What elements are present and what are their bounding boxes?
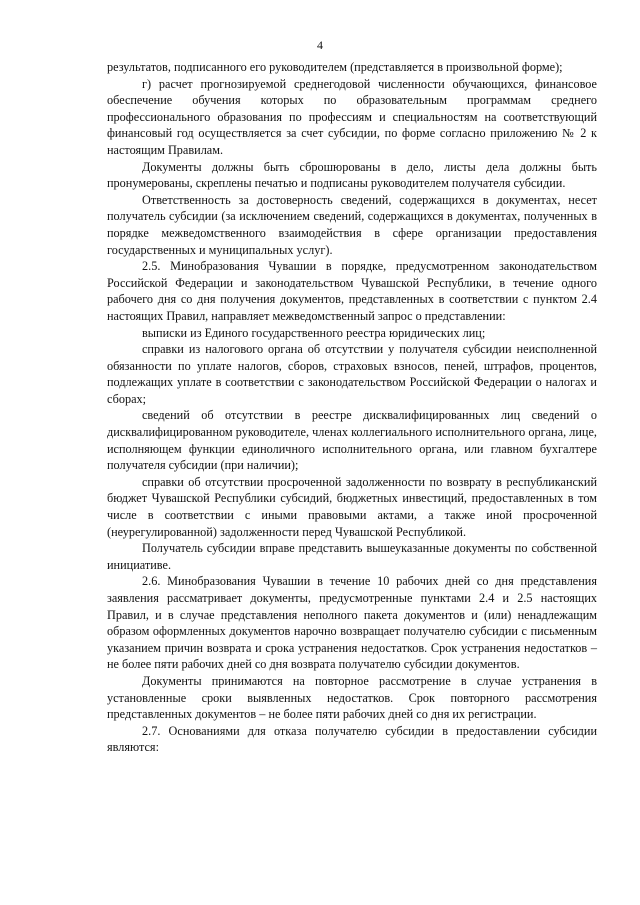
list-item-egrul-extract: выписки из Единого государственного реестра юридических лиц; bbox=[142, 325, 486, 340]
paragraph-2-5: 2.5. Минобразования Чувашии в порядке, предусмотренном законодательством Российской Федерации и законодательством Чувашской Республики, в течение одного рабочего дня со дня получения документов, представленных в соответствии с пунктом 2.4 настоящих Правил, направляет межведомственный запрос о представлении: bbox=[107, 259, 597, 323]
page-number: 4 bbox=[317, 38, 323, 52]
document-body bbox=[107, 59, 597, 756]
paragraph-2-7: 2.7. Основаниями для отказа получателю субсидии в предоставлении субсидии являются: bbox=[107, 723, 597, 755]
paragraph-2-6: 2.6. Минобразования Чувашии в течение 10 рабочих дней со дня представления заявления рассматривает документы, предусмотренные пунктами 2.4 и 2.5 настоящих Правил, и в случае представления неполного пакета документов и (или) ненадлежащим образом оформленных документов нарочно возвращает получателю субсидии с письменным указанием причин возврата и срока устранения недостатков. Срок устранения недостатков – не более пяти рабочих дней со дня возврата получателю субсидии документов. bbox=[107, 574, 597, 672]
list-item-tax-certificate: справки из налогового органа об отсутствии у получателя субсидии неисполненной обязанности по уплате налогов, сборов, страховых взносов, пеней, штрафов, процентов, подлежащих уплате в соответствии с законодательством Российской Федерации о налогах и сборах; bbox=[107, 342, 597, 406]
paragraph-responsibility: Ответственность за достоверность сведений, содержащихся в документах, несет получатель субсидии (за исключением сведений, содержащихся в документах, полученных в порядке межведомственного взаимодействия в сфере организации предоставления государственных и муниципальных услуг). bbox=[107, 192, 597, 257]
paragraph-own-initiative: Получатель субсидии вправе представить вышеуказанные документы по собственной инициативе. bbox=[107, 541, 597, 572]
paragraph-continuation: результатов, подписанного его руководителем (представляется в произвольной форме); bbox=[107, 60, 563, 74]
list-item-debt-certificate: справки об отсутствии просроченной задолженности по возврату в республиканский бюджет Чувашской Республики субсидий, бюджетных инвестиций, предоставленных в том числе в соответствии с иными правовыми актами, а также иной просроченной (неурегулированной) задолженности перед Чувашской Республикой. bbox=[107, 474, 597, 539]
paragraph-item-g: г) расчет прогнозируемой среднегодовой численности обучающихся, финансовое обеспечение обучения которых по образовательным программам среднего профессионального образования по профессиям и специальностям на соответствующий финансовый год осуществляется за счет субсидии, по форме согласно приложению № 2 к настоящим Правилам. bbox=[107, 76, 597, 157]
paragraph-binding-requirements: Документы должны быть сброшюрованы в дело, листы дела должны быть пронумерованы, скреплены печатью и подписаны руководителем получателя субсидии. bbox=[107, 159, 597, 191]
paragraph-resubmission: Документы принимаются на повторное рассмотрение в случае устранения в установленные сроки выявленных недостатков. Срок повторного рассмотрения представленных документов – не более пяти рабочих дней со дня их регистрации. bbox=[107, 673, 597, 722]
list-item-disqualification-info: сведений об отсутствии в реестре дисквалифицированных лиц сведений о дисквалифицированном руководителе, членах коллегиального исполнительного органа, лице, исполняющем функции единоличного исполнительного органа, или главном бухгалтере получателя субсидии (при наличии); bbox=[107, 408, 597, 473]
